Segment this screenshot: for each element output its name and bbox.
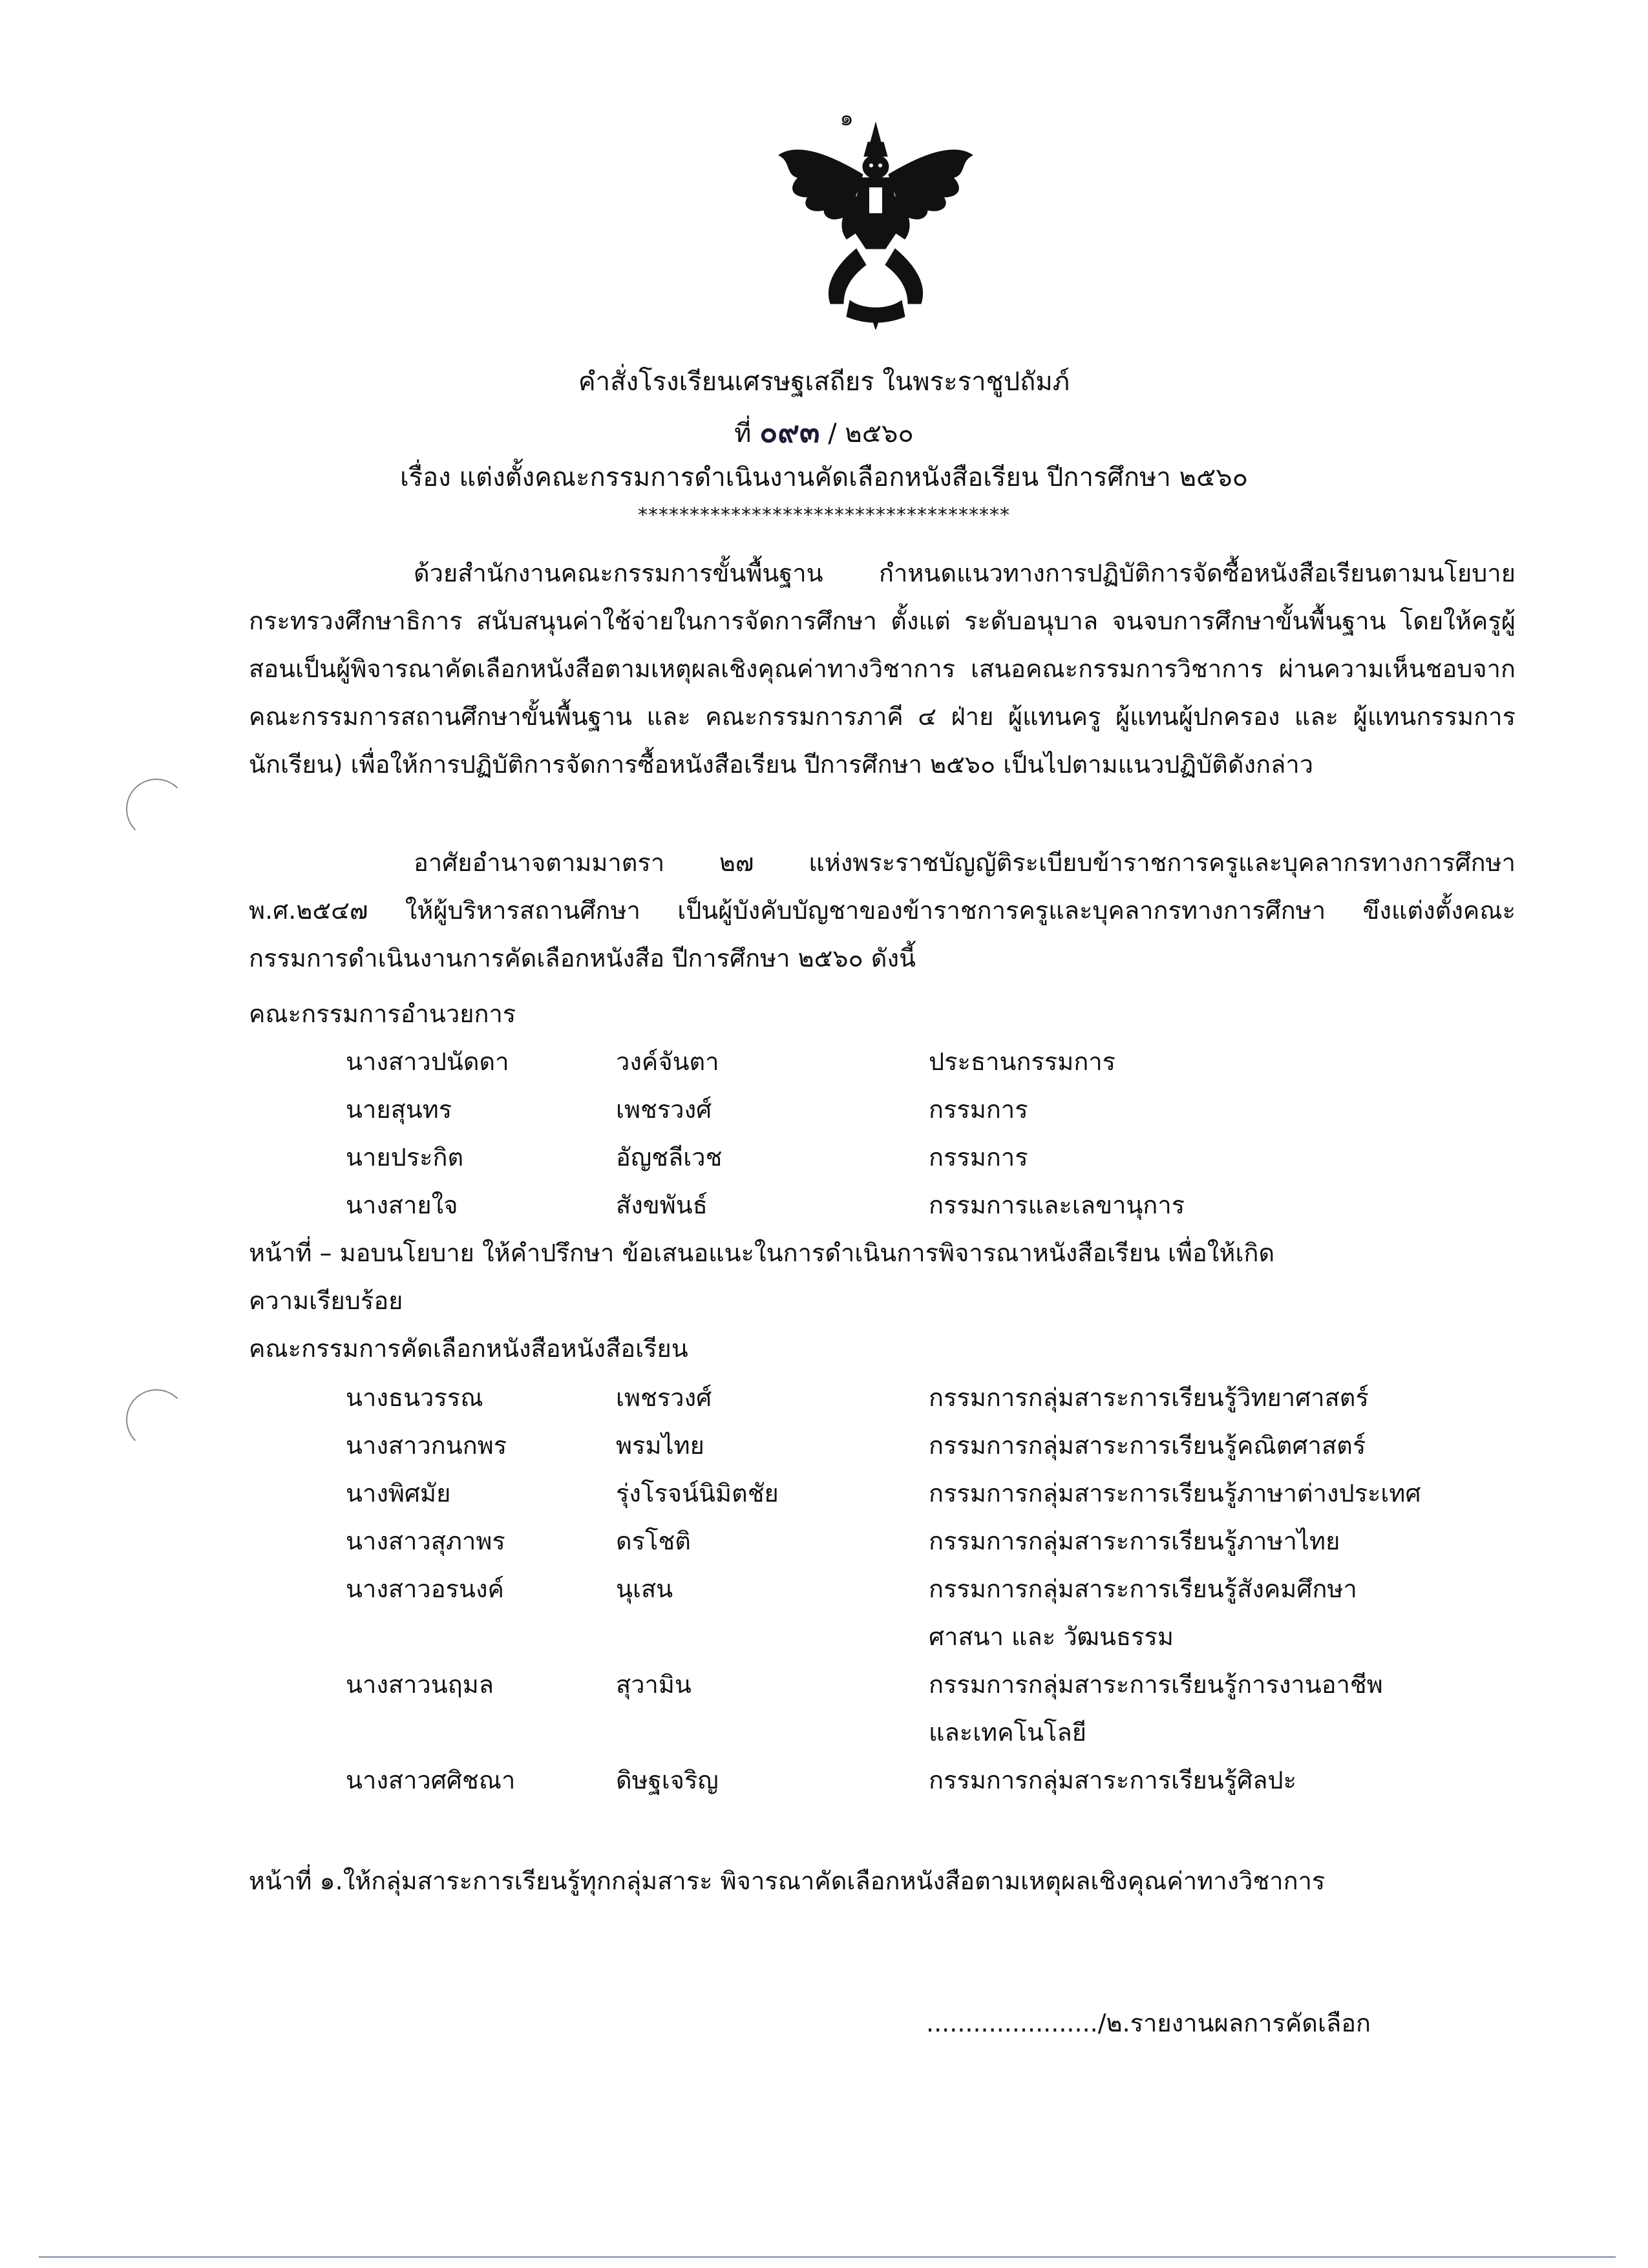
member-first-name: นางสาวสุภาพร (346, 1527, 505, 1555)
body-paragraph-1: ด้วยสำนักงานคณะกรรมการขั้นพื้นฐาน กำหนดแนวทางการปฏิบัติการจัดซื้อหนังสือเรียนตามนโยบายกระทรวงศึกษาธิการ สนับสนุนค่าใช้จ่ายในการจัดการศึกษา ตั้งแต่ ระดับอนุบาล จนจบการศึกษาขั้นพื้นฐาน โดยให้ครูผู้สอนเป็นผู้พิจารณาคัดเลือกหนังสือตามเหตุผลเชิงคุณค่าทางวิชาการ เสนอคณะกรรมการวิชาการ ผ่านความเห็นชอบจากคณะกรรมการสถานศึกษาขั้นพื้นฐาน และ คณะกรรมการภาคี ๔ ฝ่าย ผู้แทนครู ผู้แทนผู้ปกครอง และ ผู้แทนกรรมการนักเรียน) เพื่อให้การปฏิบัติการจัดการซื้อหนังสือเรียน ปีการศึกษา ๒๕๖๐ เป็นไปตามแนวปฏิบัติดังกล่าว (249, 559, 1516, 779)
member-first-name: นายประกิต (346, 1143, 464, 1171)
member-last-name: พรมไทย (616, 1431, 704, 1460)
member-first-name: นางสาวศศิชณา (346, 1766, 516, 1794)
member-last-name: เพชรวงศ์ (616, 1383, 712, 1412)
committee-1-duty-cont: ความเรียบร้อย (249, 1286, 403, 1315)
member-role: กรรมการ (929, 1143, 1028, 1171)
member-first-name: นางสายใจ (346, 1191, 458, 1219)
member-first-name: นางสาวกนกพร (346, 1431, 507, 1460)
separator-line: ************************************ (638, 504, 1010, 527)
committee-2-title: คณะกรรมการคัดเลือกหนังสือหนังสือเรียน (249, 1334, 688, 1363)
continuation-note: ....................../๒.รายงานผลการคัดเลือก (926, 2009, 1371, 2037)
member-first-name: นางสาวอรนงค์ (346, 1575, 504, 1603)
member-first-name: นางพิศมัย (346, 1479, 451, 1507)
member-first-name: นางสาวปนัดดา (346, 1047, 509, 1076)
order-subject: เรื่อง แต่งตั้งคณะกรรมการดำเนินงานคัดเลือกหนังสือเรียน ปีการศึกษา ๒๕๖๐ (399, 463, 1249, 492)
order-number (0, 408, 1648, 456)
order-number-prefix: ที่ (734, 419, 752, 448)
committee-1-duty: หน้าที่ – มอบนโยบาย ให้คำปรึกษา ข้อเสนอแนะในการดำเนินการพิจารณาหนังสือเรียน เพื่อให้เกิด (249, 1239, 1275, 1267)
page-number: ๑ (840, 105, 854, 131)
member-role: กรรมการ (929, 1095, 1028, 1124)
order-title: คำสั่งโรงเรียนเศรษฐเสถียร ในพระราชูปถัมภ์ (578, 367, 1070, 397)
member-last-name: ดรโชติ (616, 1527, 691, 1555)
member-role: กรรมการกลุ่มสาระการเรียนรู้ภาษาต่างประเทศ (929, 1479, 1421, 1507)
member-role: กรรมการกลุ่มสาระการเรียนรู้คณิตศาสตร์ (929, 1431, 1366, 1460)
member-role: กรรมการกลุ่มสาระการเรียนรู้วิทยาศาสตร์ (929, 1383, 1369, 1412)
member-last-name: เพชรวงศ์ (616, 1095, 712, 1124)
order-number-year: / ๒๕๖๐ (828, 419, 914, 448)
member-last-name: วงค์จันตา (616, 1047, 719, 1076)
member-last-name: สังขพันธ์ (616, 1191, 708, 1219)
member-first-name: นางสาวนฤมล (346, 1670, 494, 1699)
member-role-cont: และเทคโนโลยี (929, 1718, 1086, 1747)
member-role: กรรมการกลุ่มสาระการเรียนรู้สังคมศึกษา (929, 1575, 1357, 1603)
member-first-name: นายสุนทร (346, 1095, 452, 1124)
member-last-name: รุ่งโรจน์นิมิตชัย (616, 1479, 779, 1507)
body-paragraph-2: อาศัยอำนาจตามมาตรา ๒๗ แห่งพระราชบัญญัติระเบียบข้าราชการครูและบุคลากรทางการศึกษา พ.ศ.๒๕๔๗ ให้ผู้บริหารสถานศึกษา เป็นผู้บังคับบัญชาของข้าราชการครูและบุคลากรทางการศึกษา ขึงแต่งตั้งคณะกรรมการดำเนินงานการคัดเลือกหนังสือ ปีการศึกษา ๒๕๖๐ ดังนี้ (249, 848, 1516, 972)
member-role: กรรมการกลุ่มสาระการเรียนรู้การงานอาชีพ (929, 1670, 1383, 1699)
member-role: กรรมการและเลขานุการ (929, 1191, 1185, 1219)
member-role: กรรมการกลุ่มสาระการเรียนรู้ภาษาไทย (929, 1527, 1340, 1555)
committee-2-duty: หน้าที่ ๑.ให้กลุ่มสาระการเรียนรู้ทุกกลุ่มสาระ พิจารณาคัดเลือกหนังสือตามเหตุผลเชิงคุณค่าทางวิชาการ (249, 1867, 1326, 1895)
punch-hole-mark (126, 779, 187, 839)
member-first-name: นางธนวรรณ (346, 1383, 483, 1412)
member-last-name: นุเสน (616, 1575, 673, 1603)
member-role: กรรมการกลุ่มสาระการเรียนรู้ศิลปะ (929, 1766, 1297, 1794)
garuda-emblem-icon (772, 116, 979, 330)
member-role: ประธานกรรมการ (929, 1047, 1116, 1076)
member-last-name: อัญชลีเวช (616, 1143, 723, 1171)
member-last-name: สุวามิน (616, 1670, 692, 1699)
member-last-name: ดิษฐเจริญ (616, 1766, 719, 1794)
committee-1-title: คณะกรรมการอำนวยการ (249, 1000, 516, 1028)
punch-hole-mark (126, 1389, 187, 1450)
scan-edge-line (39, 2256, 1616, 2258)
order-number-value: ๐๙๓ (759, 414, 820, 449)
member-role-cont: ศาสนา และ วัฒนธรรม (929, 1622, 1174, 1651)
